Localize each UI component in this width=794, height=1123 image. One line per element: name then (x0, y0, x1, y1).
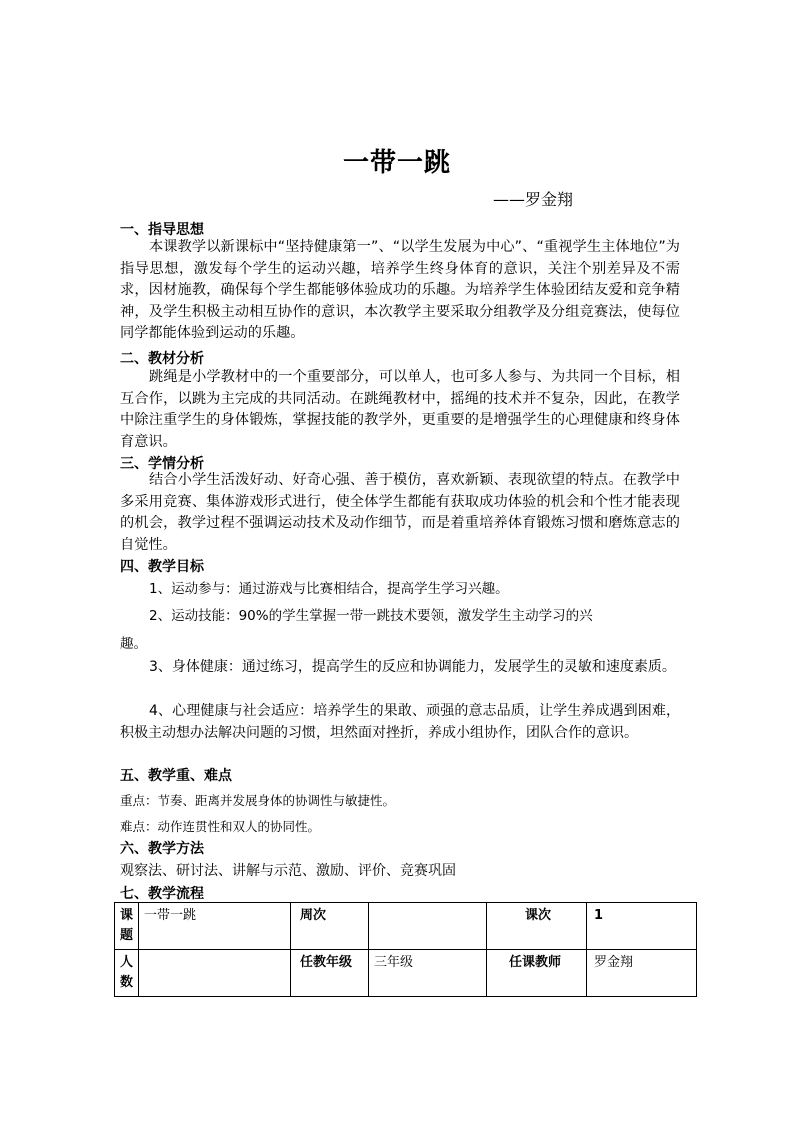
cell-label-headcount: 人数 (115, 950, 139, 997)
section-heading-material-analysis: 二、教材分析 (120, 351, 204, 367)
cell-headcount-value (139, 950, 291, 997)
cell-label-week: 周次 (291, 903, 369, 950)
difficult-point-text: 难点：动作连贯性和双人的协同性。 (120, 819, 321, 834)
key-point-text: 重点：节奏、距离并发展身体的协调性与敏捷性。 (120, 793, 396, 808)
goal-mental-social: 4、心理健康与社会适应：培养学生的果敢、顽强的意志品质，让学生养成遇到困难，积极主动想办法解决问题的习惯，坦然面对挫折，养成小组协作，团队合作的意识。 (120, 703, 680, 741)
section-heading-teaching-flow: 七、教学流程 (120, 886, 204, 902)
document-title: 一带一跳 (342, 148, 451, 178)
cell-topic-value: 一带一跳 (139, 903, 291, 950)
goal-skill-line1: 2、运动技能：90%的学生掌握一带一跳技术要领，激发学生主动学习的兴 (149, 608, 593, 624)
goal-health: 3、身体健康：通过练习，提高学生的反应和协调能力，发展学生的灵敏和速度素质。 (149, 659, 676, 675)
section-heading-student-analysis: 三、学情分析 (120, 456, 204, 472)
table-row (115, 950, 697, 997)
author-line: ——罗金翔 (493, 190, 574, 209)
cell-label-topic: 课题 (115, 903, 139, 950)
section-heading-teaching-methods: 六、教学方法 (120, 841, 204, 857)
cell-lesson-number-value: 1 (587, 903, 697, 950)
table-row (115, 903, 697, 950)
section-heading-teaching-goals: 四、教学目标 (120, 559, 204, 575)
section-heading-key-difficult: 五、教学重、难点 (120, 768, 232, 784)
cell-week-value (369, 903, 487, 950)
guiding-ideology-paragraph: 本课教学以新课标中“坚持健康第一”、“以学生发展为中心”、“重视学生主体地位”为指导思想，激发每个学生的运动兴趣，培养学生终身体育的意识，关注个别差异及不需求，因材施教，确保每个学生都能够体验成功的乐趣。为培养学生体验团结友爱和竞争精神，及学生积极主动相互协作的意识，本次教学主要采取分组教学及分组竞赛法，使每位同学都能体验到运动的乐趣。 (120, 239, 680, 342)
cell-label-teacher: 任课教师 (487, 950, 587, 997)
student-analysis-paragraph: 结合小学生活泼好动、好奇心强、善于模仿，喜欢新颖、表现欲望的特点。在教学中多采用竞赛、集体游戏形式进行，使全体学生都能有获取成功体验的机会和个性才能表现的机会，教学过程不强调运动技术及动作细节，而是着重培养体育锻炼习惯和磨炼意志的自觉性。 (120, 472, 680, 553)
goal-participation: 1、运动参与：通过游戏与比赛相结合，提高学生学习兴趣。 (149, 581, 509, 597)
section-heading-guiding-ideology: 一、指导思想 (120, 222, 204, 238)
cell-label-grade: 任教年级 (291, 950, 369, 997)
cell-teacher-value: 罗金翔 (587, 950, 697, 997)
lesson-info-table (114, 902, 697, 997)
cell-grade-value: 三年级 (369, 950, 487, 997)
cell-label-lesson-number: 课次 (487, 903, 587, 950)
goal-skill-line2: 趣。 (120, 636, 147, 652)
teaching-methods-text: 观察法、研讨法、讲解与示范、激励、评价、竞赛巩固 (120, 863, 456, 879)
material-analysis-paragraph: 跳绳是小学教材中的一个重要部分，可以单人，也可多人参与、为共同一个目标，相互合作，以跳为主完成的共同活动。在跳绳教材中，摇绳的技术并不复杂，因此，在教学中除注重学生的身体锻炼，掌握技能的教学外，更重要的是增强学生的心理健康和终身体育意识。 (120, 369, 680, 450)
